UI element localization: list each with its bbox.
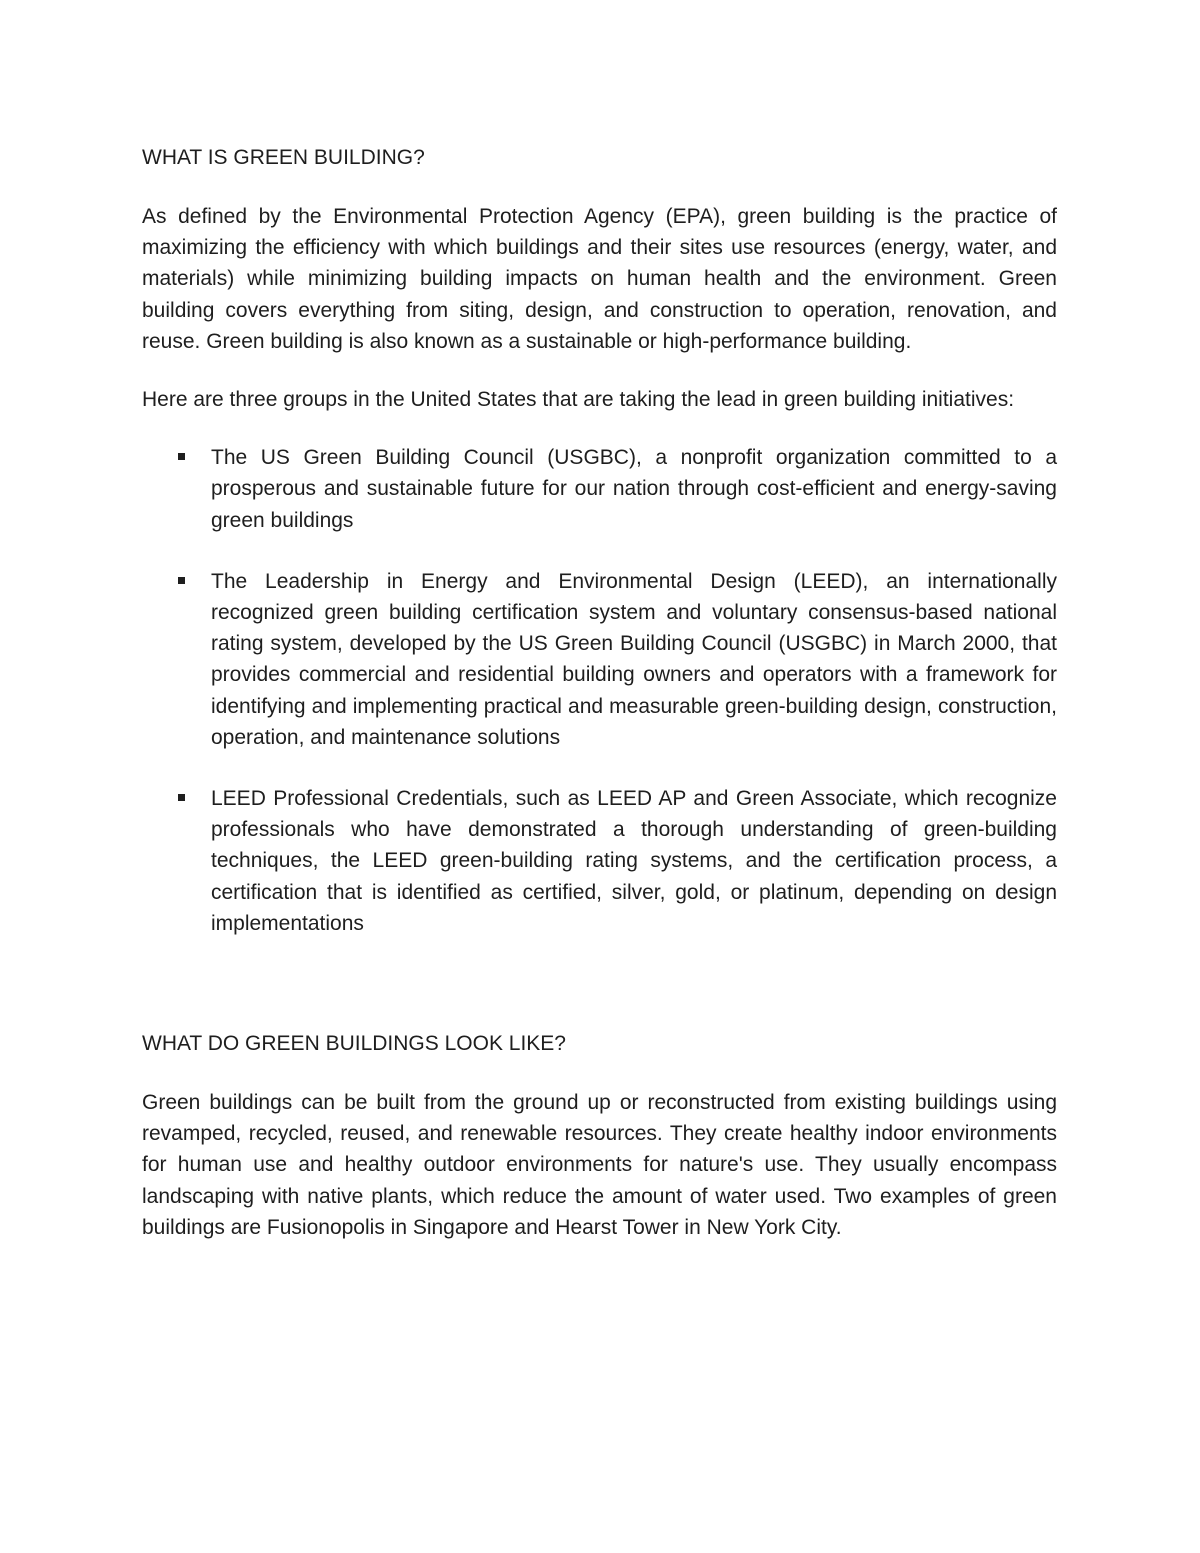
section2-paragraph1: Green buildings can be built from the ground up or reconstructed from existing buildings using revamped, recycled, reused, and renewable resources. They create healthy indoor environments for human use and healthy outdoor environments for nature's use. They usually encompass landscaping with native plants, which reduce the amount of water used. Two examples of green buildings are Fusionopolis in Singapore and Hearst Tower in New York City.: [142, 1091, 1057, 1239]
square-bullet-icon: [178, 453, 185, 460]
bullet-text-credentials: LEED Professional Credentials, such as LEED AP and Green Associate, which recognize professionals who have demonstrated a thorough understanding of green-building techniques, the LEED green-building rating systems, and the certification process, a certification that is identified as certified, silver, gold, or platinum, depending on design implementations: [211, 787, 1057, 935]
bullet-item-leed: [142, 566, 1057, 753]
square-bullet-icon: [178, 794, 185, 801]
bullet-text-leed: The Leadership in Energy and Environmental Design (LEED), an internationally recognized green building certification system and voluntary consensus-based national rating system, developed by the US Green Building Council (USGBC) in March 2000, that provides commercial and residential building owners and operators with a framework for identifying and implementing practical and measurable green-building design, construction, operation, and maintenance solutions: [211, 569, 1057, 749]
bullet-item-usgbc: [142, 442, 1057, 536]
groups-bullet-list: [142, 442, 1057, 939]
section2-heading: WHAT DO GREEN BUILDINGS LOOK LIKE?: [142, 1032, 566, 1056]
document-page: [142, 139, 1057, 1243]
section1-paragraph1: As defined by the Environmental Protection Agency (EPA), green building is the practice of maximizing the efficiency with which buildings and their sites use resources (energy, water, and materials) while minimizing building impacts on human health and the environment. Green building covers everything from siting, design, and construction to operation, renovation, and reuse. Green building is also known as a sustainable or high-performance building.: [142, 205, 1057, 353]
square-bullet-icon: [178, 577, 185, 584]
section1-heading: WHAT IS GREEN BUILDING?: [142, 146, 425, 169]
bullet-item-credentials: [142, 783, 1057, 939]
section1-paragraph2: Here are three groups in the United States that are taking the lead in green building initiatives:: [142, 388, 1015, 412]
bullet-text-usgbc: The US Green Building Council (USGBC), a nonprofit organization committed to a prosperous and sustainable future for our nation through cost-efficient and energy-saving green buildings: [211, 446, 1057, 532]
